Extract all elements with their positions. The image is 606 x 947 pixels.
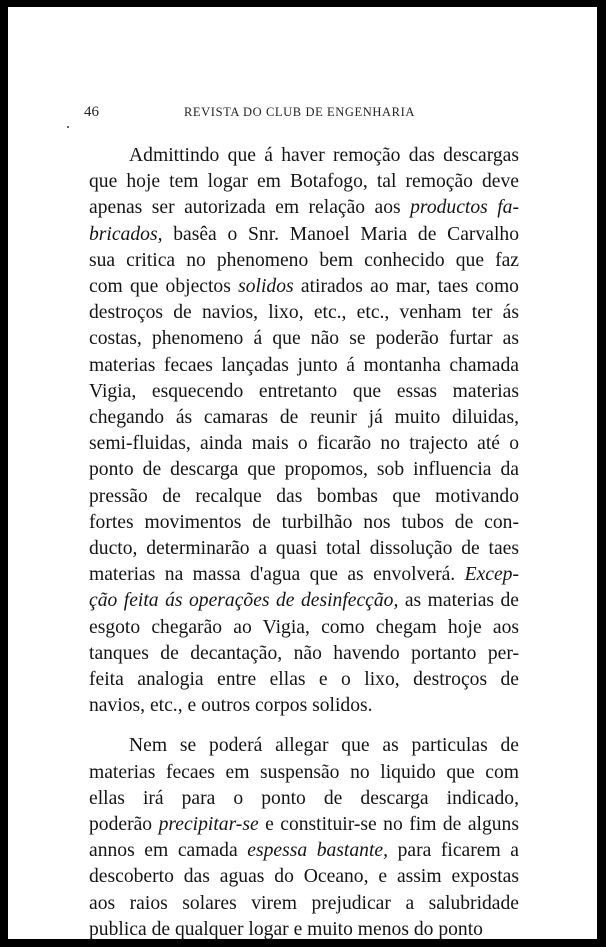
text-run: para ficarem a bbox=[388, 840, 520, 862]
text-line bbox=[89, 248, 519, 274]
text-line bbox=[89, 864, 519, 890]
text-run: Vigia, esquecendo entretanto que essas materias bbox=[89, 380, 519, 402]
text-line bbox=[89, 760, 519, 786]
text-line bbox=[89, 510, 519, 536]
text-line bbox=[89, 143, 519, 169]
text-line bbox=[89, 405, 519, 431]
text-run: annos em camada bbox=[89, 840, 248, 862]
text-line bbox=[89, 379, 519, 405]
text-run: apenas ser autorizada em relação aos bbox=[89, 197, 411, 219]
italic-text: solidos bbox=[238, 276, 294, 298]
text-run: fortes movimentos de turbilhão nos tubos de con- bbox=[89, 511, 519, 533]
text-run: aos raios solares virem prejudicar a salubridade bbox=[89, 892, 519, 914]
paragraph-gap bbox=[89, 719, 519, 733]
text-line bbox=[89, 786, 519, 812]
text-run: Admittindo que á haver remoção das descargas bbox=[129, 145, 519, 166]
text-run: sua critica no phenomeno bem conhecido que faz bbox=[89, 249, 519, 271]
text-line bbox=[89, 457, 519, 483]
text-line bbox=[89, 300, 519, 326]
italic-text: productos fa- bbox=[410, 197, 519, 219]
text-line bbox=[89, 641, 519, 667]
text-run: ducto, determinarão a quasi total dissolução de taes bbox=[89, 538, 519, 560]
text-run: materias fecaes em suspensão no liquido que com bbox=[89, 761, 519, 783]
text-run: ponto de descarga que propomos, sob influencia da bbox=[89, 459, 519, 481]
paragraph bbox=[89, 733, 519, 939]
text-run: esgoto chegarão ao Vigia, como chegam hoje aos bbox=[89, 616, 519, 638]
text-run: pressão de recalque das bombas que motivando bbox=[89, 485, 519, 507]
journal-title: REVISTA DO CLUB DE ENGENHARIA bbox=[184, 105, 415, 119]
text-run: materias na massa d'agua que as envolverá. bbox=[89, 564, 465, 586]
text-line bbox=[89, 484, 519, 510]
text-line bbox=[89, 733, 519, 759]
italic-text: ção feita ás operações de desinfecção, bbox=[89, 590, 399, 612]
text-line bbox=[89, 431, 519, 457]
text-line bbox=[89, 326, 519, 352]
text-line bbox=[89, 169, 519, 195]
italic-text: Excep- bbox=[464, 564, 519, 586]
text-run: atirados ao mar, taes como bbox=[293, 276, 519, 298]
text-run: que hoje tem logar em Botafogo, tal remoção deve bbox=[89, 171, 519, 193]
text-line bbox=[89, 917, 519, 939]
text-run: Nem se poderá allegar que as particulas de bbox=[129, 735, 519, 757]
text-line bbox=[89, 812, 519, 838]
italic-text: precipitar-se bbox=[158, 814, 259, 836]
text-run: feita analogia entre ellas e o lixo, destroços de bbox=[89, 669, 519, 691]
text-line bbox=[89, 838, 519, 864]
text-run: costas, phenomeno á que não se poderão furtar as bbox=[89, 328, 519, 350]
page-number: 46 bbox=[84, 104, 99, 120]
text-line bbox=[89, 693, 519, 719]
text-run: publica de qualquer logar e muito menos do ponto bbox=[89, 918, 483, 939]
text-line bbox=[89, 891, 519, 917]
body-text bbox=[89, 143, 519, 939]
text-run: as materias de bbox=[398, 590, 519, 612]
text-run: e constituir-se no fim de alguns bbox=[258, 814, 519, 836]
text-run: com que objectos bbox=[89, 276, 239, 298]
text-run: ellas irá para o ponto de descarga indicado, bbox=[89, 787, 519, 809]
italic-text: espessa bastante, bbox=[247, 840, 388, 862]
text-line bbox=[89, 615, 519, 641]
text-line bbox=[89, 588, 519, 614]
text-run: chegando ás camaras de reunir já muito diluidas, bbox=[89, 407, 519, 429]
text-run: descoberto das aguas do Oceano, e assim expostas bbox=[89, 866, 519, 888]
text-line bbox=[89, 274, 519, 300]
text-line bbox=[89, 562, 519, 588]
paragraph bbox=[89, 143, 519, 719]
text-run: basêa o Snr. Manoel Maria de Carvalho bbox=[162, 223, 519, 245]
text-line bbox=[89, 353, 519, 379]
italic-text: bricados, bbox=[89, 223, 163, 245]
text-line bbox=[89, 195, 519, 221]
margin-mark bbox=[67, 126, 69, 128]
text-run: navios, etc., e outros corpos solidos. bbox=[89, 695, 373, 717]
text-line bbox=[89, 536, 519, 562]
text-line bbox=[89, 667, 519, 693]
book-page bbox=[8, 7, 597, 939]
text-line bbox=[89, 222, 519, 248]
text-run: semi-fluidas, ainda mais o ficarão no trajecto até o bbox=[89, 433, 519, 455]
text-run: materias fecaes lançadas junto á montanha chamada bbox=[89, 354, 519, 376]
text-run: tanques de decantação, não havendo portanto per- bbox=[89, 642, 519, 664]
text-run: poderão bbox=[89, 814, 159, 836]
text-run: destroços de navios, lixo, etc., etc., venham ter ás bbox=[89, 302, 519, 324]
